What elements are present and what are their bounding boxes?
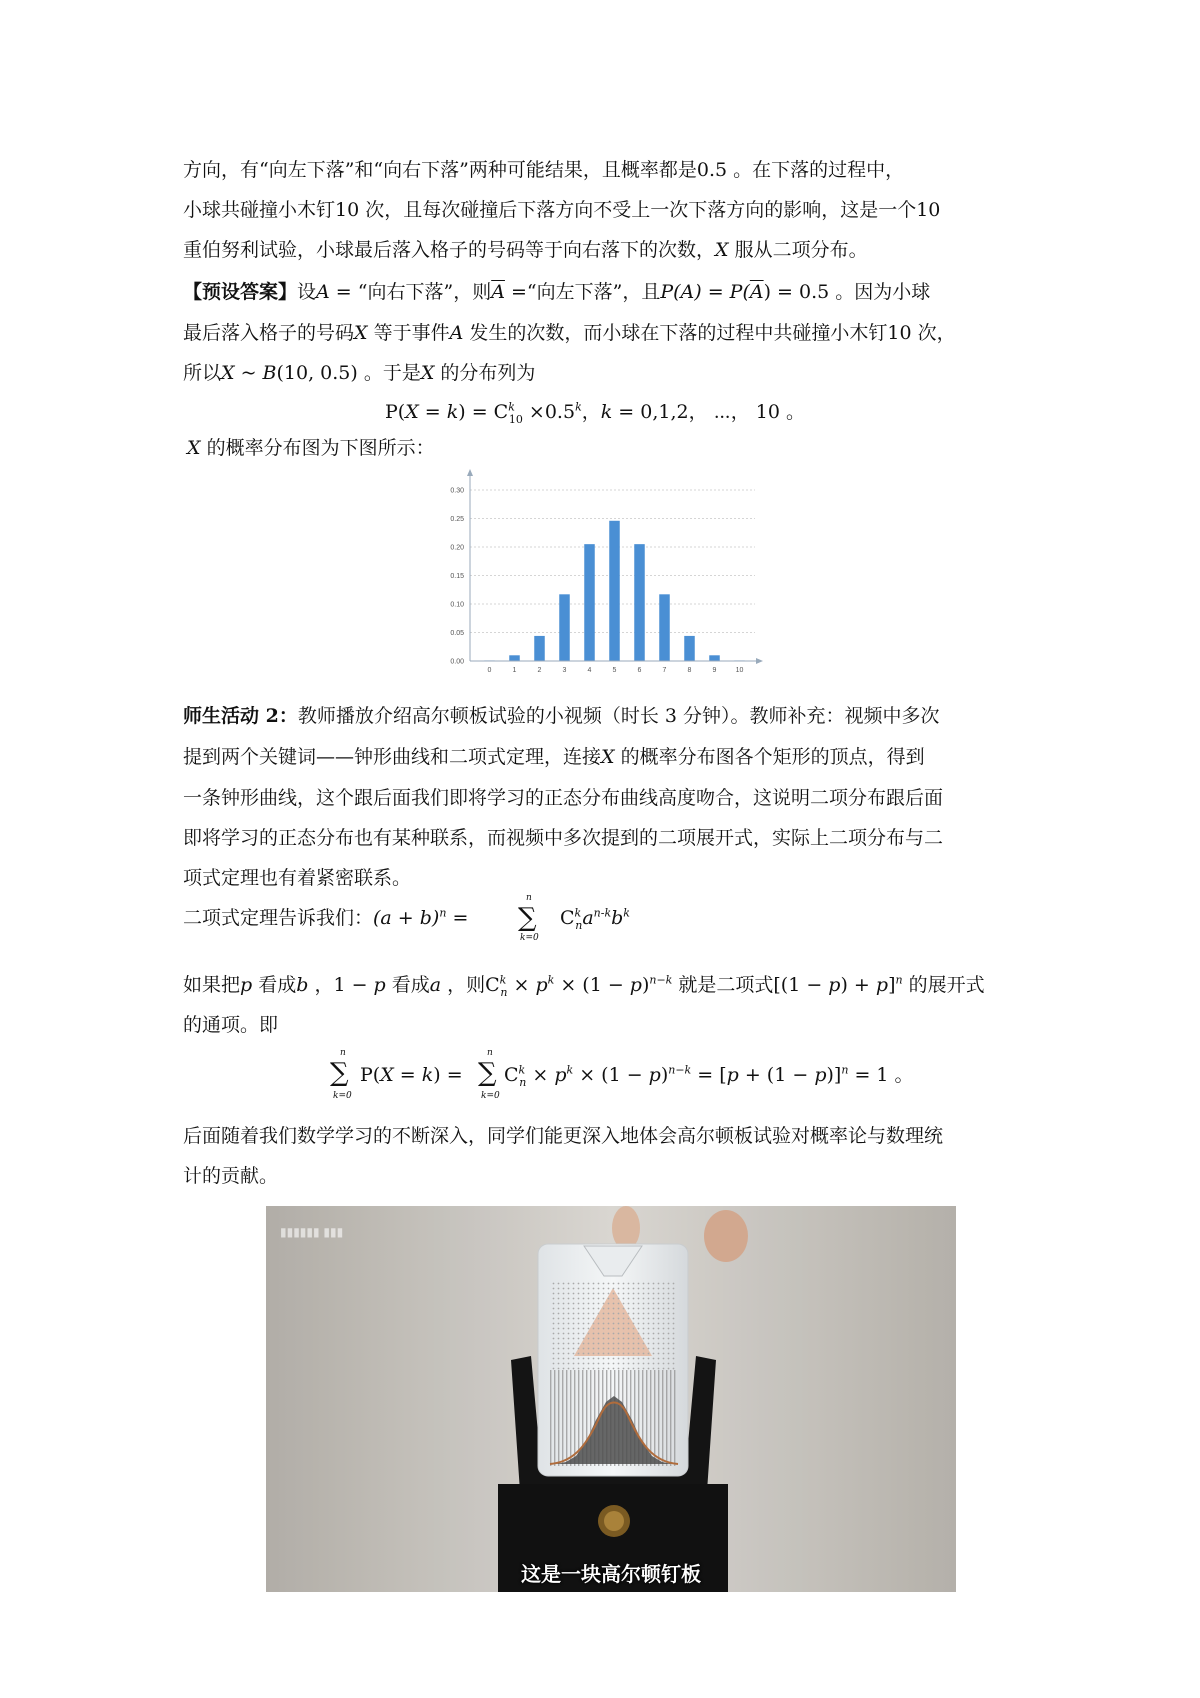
x-tick-label: 6	[637, 667, 642, 674]
answer-line3: 所以X ~ B(10, 0.5) 。于是X 的分布列为	[183, 362, 536, 384]
bar-5	[609, 521, 620, 661]
x-axis-arrow	[756, 658, 763, 664]
probability-bar-chart	[430, 466, 770, 676]
x-tick-label: 8	[687, 667, 692, 674]
para1-line3: 重伯努利试验，小球最后落入格子的号码等于向右落下的次数，X 服从二项分布。	[183, 239, 868, 261]
answer-line1: 【预设答案】设A = “向右下落”，则$\overline{A}$ =“向左下落”，且$P(A) = P(\overline{A}) = 0.5$ 。因为小球	[183, 281, 931, 303]
bar-3	[559, 594, 570, 661]
activity2-label: 师生活动 2：	[183, 705, 298, 727]
y-tick-label: 0.20	[450, 544, 464, 552]
sigma-lower-3: k=0	[481, 1091, 500, 1101]
distribution-formula: $P(X = k) = C^k_{10} \times 0.5^k$，k = 0,1,2， ⋯， 10 。	[385, 400, 806, 426]
answer-label: 【预设答案】	[183, 281, 298, 303]
activity2-line4: 即将学习的正态分布也有某种联系，而视频中多次提到的二项展开式，实际上二项分布与二	[183, 827, 944, 849]
galton-board-photo	[266, 1206, 956, 1592]
sigma-lower-2: k=0	[333, 1091, 352, 1101]
activity2-line2: 提到两个关键词——钟形曲线和二项式定理，连接X 的概率分布图各个矩形的顶点，得到	[183, 746, 925, 768]
y-axis-arrow	[467, 469, 473, 476]
bar-8	[684, 636, 695, 661]
bar-1	[509, 655, 520, 661]
activity2-line5: 项式定理也有着紧密联系。	[183, 867, 412, 889]
x-tick-label: 3	[562, 667, 567, 674]
answer-line2: 最后落入格子的号码X 等于事件A 发生的次数，而小球在下落的过程中共碰撞小木钉10 次，	[183, 322, 956, 344]
activity2-line1: 师生活动 2：教师播放介绍高尔顿板试验的小视频（时长 3 分钟）。教师补充：视频中多次	[183, 705, 940, 727]
y-tick-label: 0.00	[450, 658, 464, 666]
sum-formula-left: P(X = k) =	[360, 1064, 463, 1086]
sigma-upper-2: n	[340, 1048, 346, 1058]
bar-9	[709, 655, 720, 661]
binomial-theorem-intro: 二项式定理告诉我们：$(a + b)^n$ =	[183, 906, 469, 929]
finger-right	[704, 1210, 748, 1262]
chart-y-ticks	[450, 488, 464, 666]
x-tick-label: 2	[537, 667, 542, 674]
sum-formula-right: $C^k_n \times p^k \times (1 - p)^{n-k} = [p + (1 - p)]^n = 1$ 。	[504, 1063, 914, 1089]
bar-4	[584, 544, 595, 661]
y-tick-label: 0.10	[450, 601, 464, 609]
para3-line2: 的通项。即	[183, 1014, 279, 1036]
para1-line2: 小球共碰撞小木钉10 次，且每次碰撞后下落方向不受上一次下落方向的影响，这是一个10	[183, 199, 941, 221]
x-tick-label: 4	[587, 667, 592, 674]
y-tick-label: 0.15	[450, 573, 464, 580]
binomial-term: $C^k_na^{n-k}b^k$	[560, 906, 630, 932]
para3-line1: 如果把p 看成b ，1 − p 看成a ，则$C^k_n \times p^k \times (1 - p)^{n-k}$ 就是二项式$[(1 - p) + p]^n$ 的展开式	[183, 973, 985, 999]
bar-2	[534, 636, 545, 661]
bar-6	[634, 544, 645, 661]
x-tick-label: 0	[487, 667, 492, 674]
sigma-upper-1: n	[526, 893, 532, 903]
chart-bars	[484, 521, 745, 661]
para4-line2: 计的贡献。	[183, 1165, 279, 1187]
chart-intro: X 的概率分布图为下图所示：	[187, 437, 435, 459]
x-tick-label: 5	[612, 667, 617, 674]
activity2-line3: 一条钟形曲线，这个跟后面我们即将学习的正态分布曲线高度吻合，这说明二项分布跟后面	[183, 787, 944, 809]
x-tick-label: 9	[712, 667, 717, 674]
para4-line1: 后面随着我们数学学习的不断深入，同学们能更深入地体会高尔顿板试验对概率论与数理统	[183, 1125, 944, 1147]
y-tick-label: 0.25	[450, 516, 464, 523]
x-tick-label: 1	[512, 667, 517, 674]
y-tick-label: 0.05	[450, 630, 464, 637]
photo-caption: 这是一块高尔顿钉板	[521, 1562, 701, 1586]
sigma-lower-1: k=0	[520, 933, 539, 943]
sigma-symbol-3: ∑	[478, 1058, 497, 1088]
finger-left	[612, 1206, 640, 1250]
chart-x-ticks	[488, 667, 744, 674]
pin-field	[550, 1280, 676, 1370]
bar-7	[659, 594, 670, 661]
sigma-symbol-1: ∑	[518, 903, 537, 933]
para1-line1: 方向，有“向左下落”和“向右下落”两种可能结果，且概率都是0.5 。在下落的过程中，	[183, 159, 905, 181]
y-tick-label: 0.30	[450, 487, 464, 495]
watermark: ▮▮▮▮▮▮ ▮▮▮	[280, 1225, 344, 1239]
x-tick-label: 10	[735, 667, 744, 674]
x-tick-label: 7	[662, 667, 667, 674]
sigma-upper-3: n	[487, 1048, 493, 1058]
sigma-symbol-2: ∑	[330, 1058, 349, 1088]
